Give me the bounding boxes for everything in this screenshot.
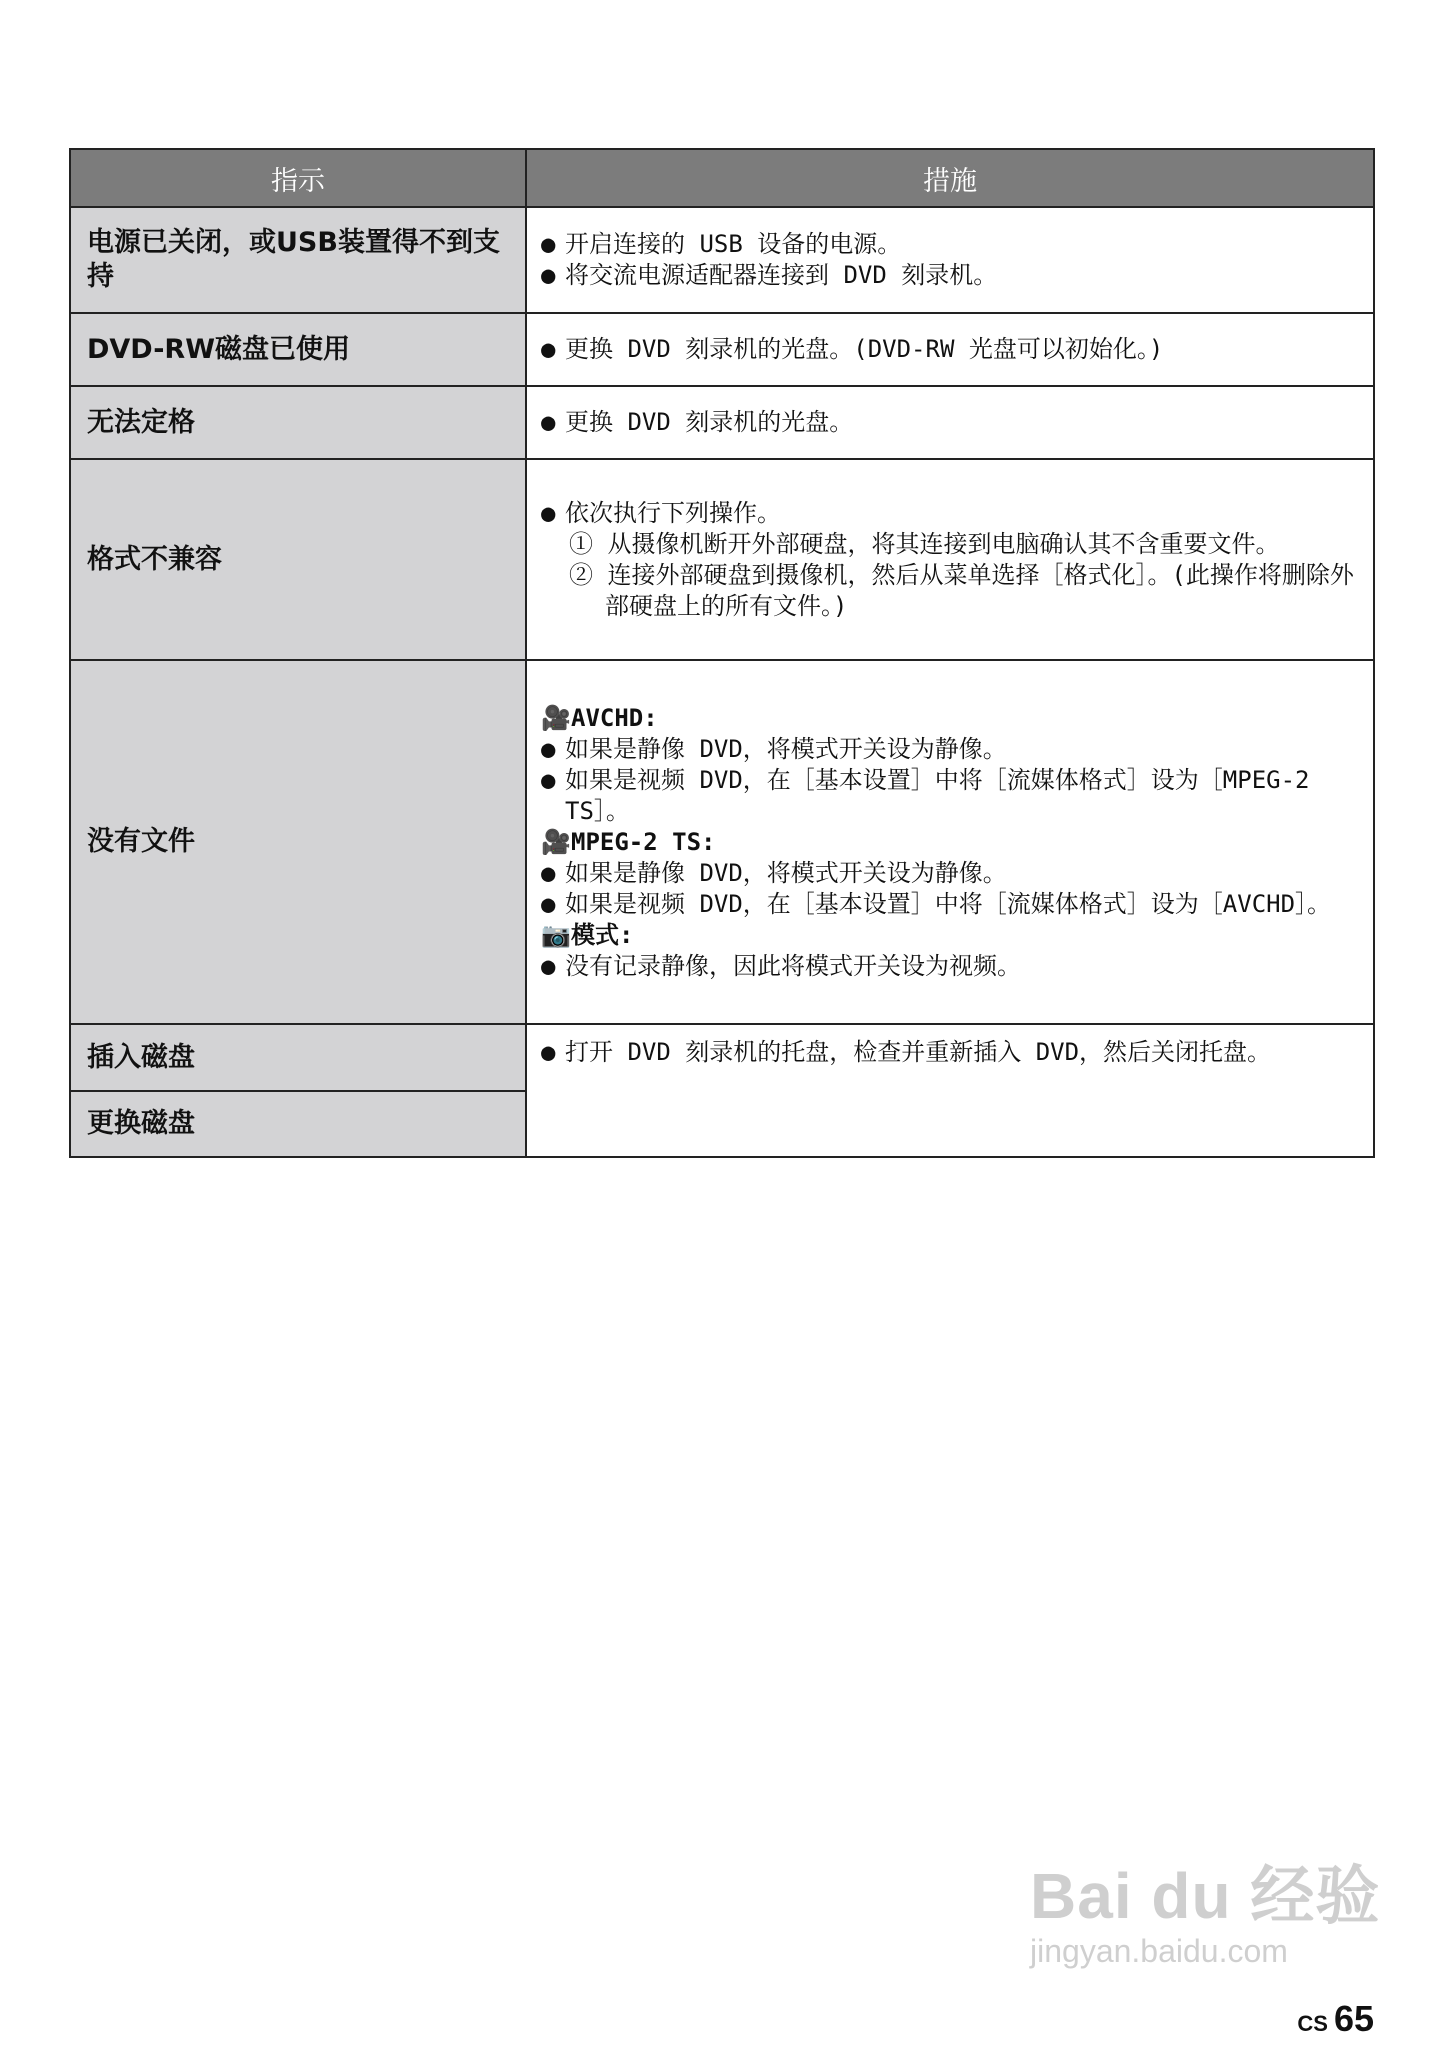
table-row xyxy=(70,313,1374,386)
bullet-item: ● 如果是静像 DVD，将模式开关设为静像。 xyxy=(541,858,1007,887)
action-cell xyxy=(526,386,1374,459)
bullet-item: ● 依次执行下列操作。 xyxy=(541,498,781,527)
action-cell xyxy=(526,1024,1374,1157)
bullet-icon: ● xyxy=(541,951,556,980)
bullet-icon: ● xyxy=(541,498,556,527)
bullet-item: ● 开启连接的 USB 设备的电源。 xyxy=(541,230,902,258)
table-row xyxy=(70,459,1374,660)
bullet-item: ● 如果是视频 DVD，在［基本设置］中将［流媒体格式］设为［MPEG-2 TS］。 xyxy=(541,765,1310,825)
indicator-cell: DVD-RW磁盘已使用 xyxy=(70,313,526,386)
action-cell xyxy=(526,207,1374,313)
bullet-icon: ● xyxy=(541,765,556,794)
language-code: CS xyxy=(1297,2011,1328,2036)
group-heading: 🎥MPEG-2 TS: xyxy=(541,827,716,856)
table-row xyxy=(70,386,1374,459)
watermark-brand: Bai du 经验 xyxy=(1030,1860,1381,1932)
indicator-cell: 更换磁盘 xyxy=(70,1091,526,1157)
bullet-icon: ● xyxy=(541,335,556,363)
step-item: ② 连接外部硬盘到摄像机，然后从菜单选择［格式化］。(此操作将删除外部硬盘上的所有文件。) xyxy=(569,560,1354,620)
table-header-row xyxy=(70,149,1374,207)
bullet-item: ● 更换 DVD 刻录机的光盘。 xyxy=(541,408,854,436)
watermark-url: jingyan.baidu.com xyxy=(1030,1933,1288,1969)
bullet-item: ● 将交流电源适配器连接到 DVD 刻录机。 xyxy=(541,261,998,289)
bullet-item: ● 如果是视频 DVD，在［基本设置］中将［流媒体格式］设为［AVCHD］。 xyxy=(541,889,1332,918)
indicator-cell: 插入磁盘 xyxy=(70,1024,526,1091)
bullet-item: ● 打开 DVD 刻录机的托盘，检查并重新插入 DVD，然后关闭托盘。 xyxy=(541,1038,1272,1066)
table-row xyxy=(70,660,1374,1024)
page-footer xyxy=(1297,1998,1374,2040)
page-number: 65 xyxy=(1333,1998,1374,2039)
bullet-icon: ● xyxy=(541,734,556,763)
bullet-icon: ● xyxy=(541,858,556,887)
step-item: ① 从摄像机断开外部硬盘，将其连接到电脑确认其不含重要文件。 xyxy=(569,529,1280,558)
indicator-cell: 无法定格 xyxy=(70,386,526,459)
bullet-icon: ● xyxy=(541,408,556,436)
group-heading: 📷模式: xyxy=(541,920,634,949)
bullet-item: ● 如果是静像 DVD，将模式开关设为静像。 xyxy=(541,734,1007,763)
baidu-watermark xyxy=(1030,1845,1380,1970)
action-cell xyxy=(526,660,1374,1024)
indicator-cell: 格式不兼容 xyxy=(70,459,526,660)
bullet-item: ● 更换 DVD 刻录机的光盘。(DVD-RW 光盘可以初始化。) xyxy=(541,335,1164,363)
action-cell xyxy=(526,313,1374,386)
bullet-item: ● 没有记录静像，因此将模式开关设为视频。 xyxy=(541,951,1021,980)
video-camera-icon: 🎥 xyxy=(541,827,571,856)
action-cell xyxy=(526,459,1374,660)
video-camera-icon: 🎥 xyxy=(541,703,571,732)
group-heading: 🎥AVCHD: xyxy=(541,703,658,732)
table-row xyxy=(70,207,1374,313)
indicator-cell: 电源已关闭，或USB装置得不到支持 xyxy=(70,207,526,313)
bullet-icon: ● xyxy=(541,261,556,289)
table-row xyxy=(70,1024,1374,1091)
header-action: 措施 xyxy=(526,149,1374,207)
bullet-icon: ● xyxy=(541,230,556,258)
camera-icon: 📷 xyxy=(541,920,571,949)
troubleshooting-table xyxy=(69,148,1375,1158)
indicator-cell: 没有文件 xyxy=(70,660,526,1024)
bullet-icon: ● xyxy=(541,889,556,918)
header-indicator: 指示 xyxy=(70,149,526,207)
bullet-icon: ● xyxy=(541,1038,556,1066)
